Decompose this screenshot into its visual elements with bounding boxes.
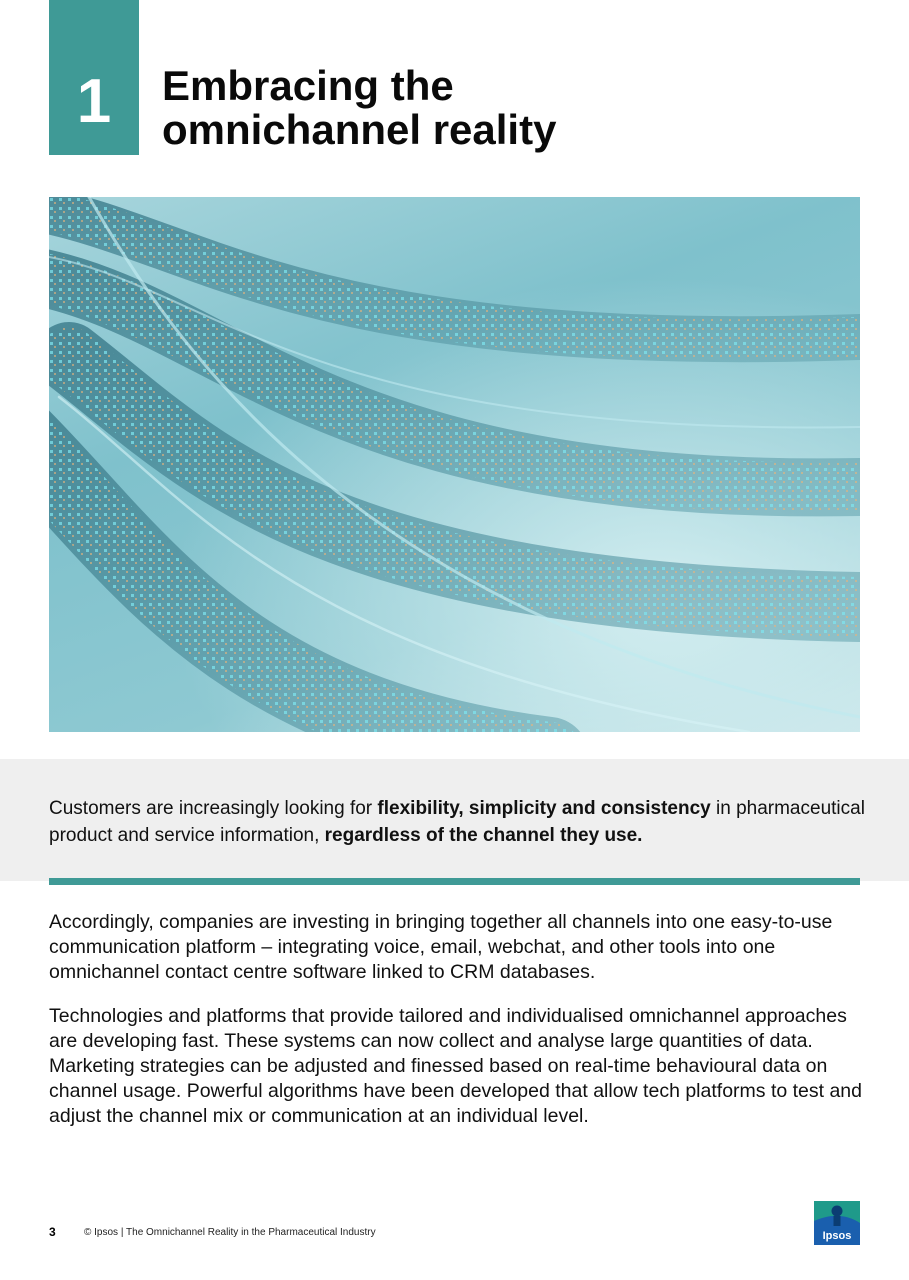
hero-image-data-cables <box>49 197 860 732</box>
callout-text-part-2: in pharmaceutical product and service information, <box>49 798 865 846</box>
ipsos-logo <box>814 1201 860 1245</box>
divider-rule <box>49 878 860 885</box>
section-number-box <box>49 0 139 155</box>
callout-bold-1: flexibility, simplicity and consistency <box>377 798 711 819</box>
section-number: 1 <box>76 67 112 136</box>
page-title <box>162 64 722 152</box>
highlight-callout <box>0 759 909 881</box>
body-paragraph-1: Accordingly, companies are investing in bringing together all channels into one easy-to-use communication platform – integrating voice, email, webchat, and other tools into one omnichannel contact centre software linked to CRM databases. <box>49 911 833 983</box>
fiber-cables-illustration <box>49 197 860 732</box>
page-title-line-1: Embracing the <box>162 62 454 109</box>
body-paragraph-2: Technologies and platforms that provide tailored and individualised omnichannel approaches are developing fast. These systems can now collect and analyse large quantities of data. Marketing strategies can be adjusted and finessed based on real-time behavioural data on channel usage. Powerful algorithms have been developed that allow tech platforms to test and adjust the channel mix or communication at an individual level. <box>49 1005 863 1127</box>
logo-text: Ipsos <box>822 1230 852 1242</box>
body-text <box>49 910 864 1148</box>
callout-text-part-1: Customers are increasingly looking for <box>49 798 378 819</box>
page-number: 3 <box>49 1225 56 1239</box>
page-title-line-2: omnichannel reality <box>162 106 557 153</box>
callout-text <box>49 795 869 849</box>
footer-text: © Ipsos | The Omnichannel Reality in the Pharmaceutical Industry <box>84 1227 376 1238</box>
callout-bold-2: regardless of the channel they use. <box>324 825 643 846</box>
